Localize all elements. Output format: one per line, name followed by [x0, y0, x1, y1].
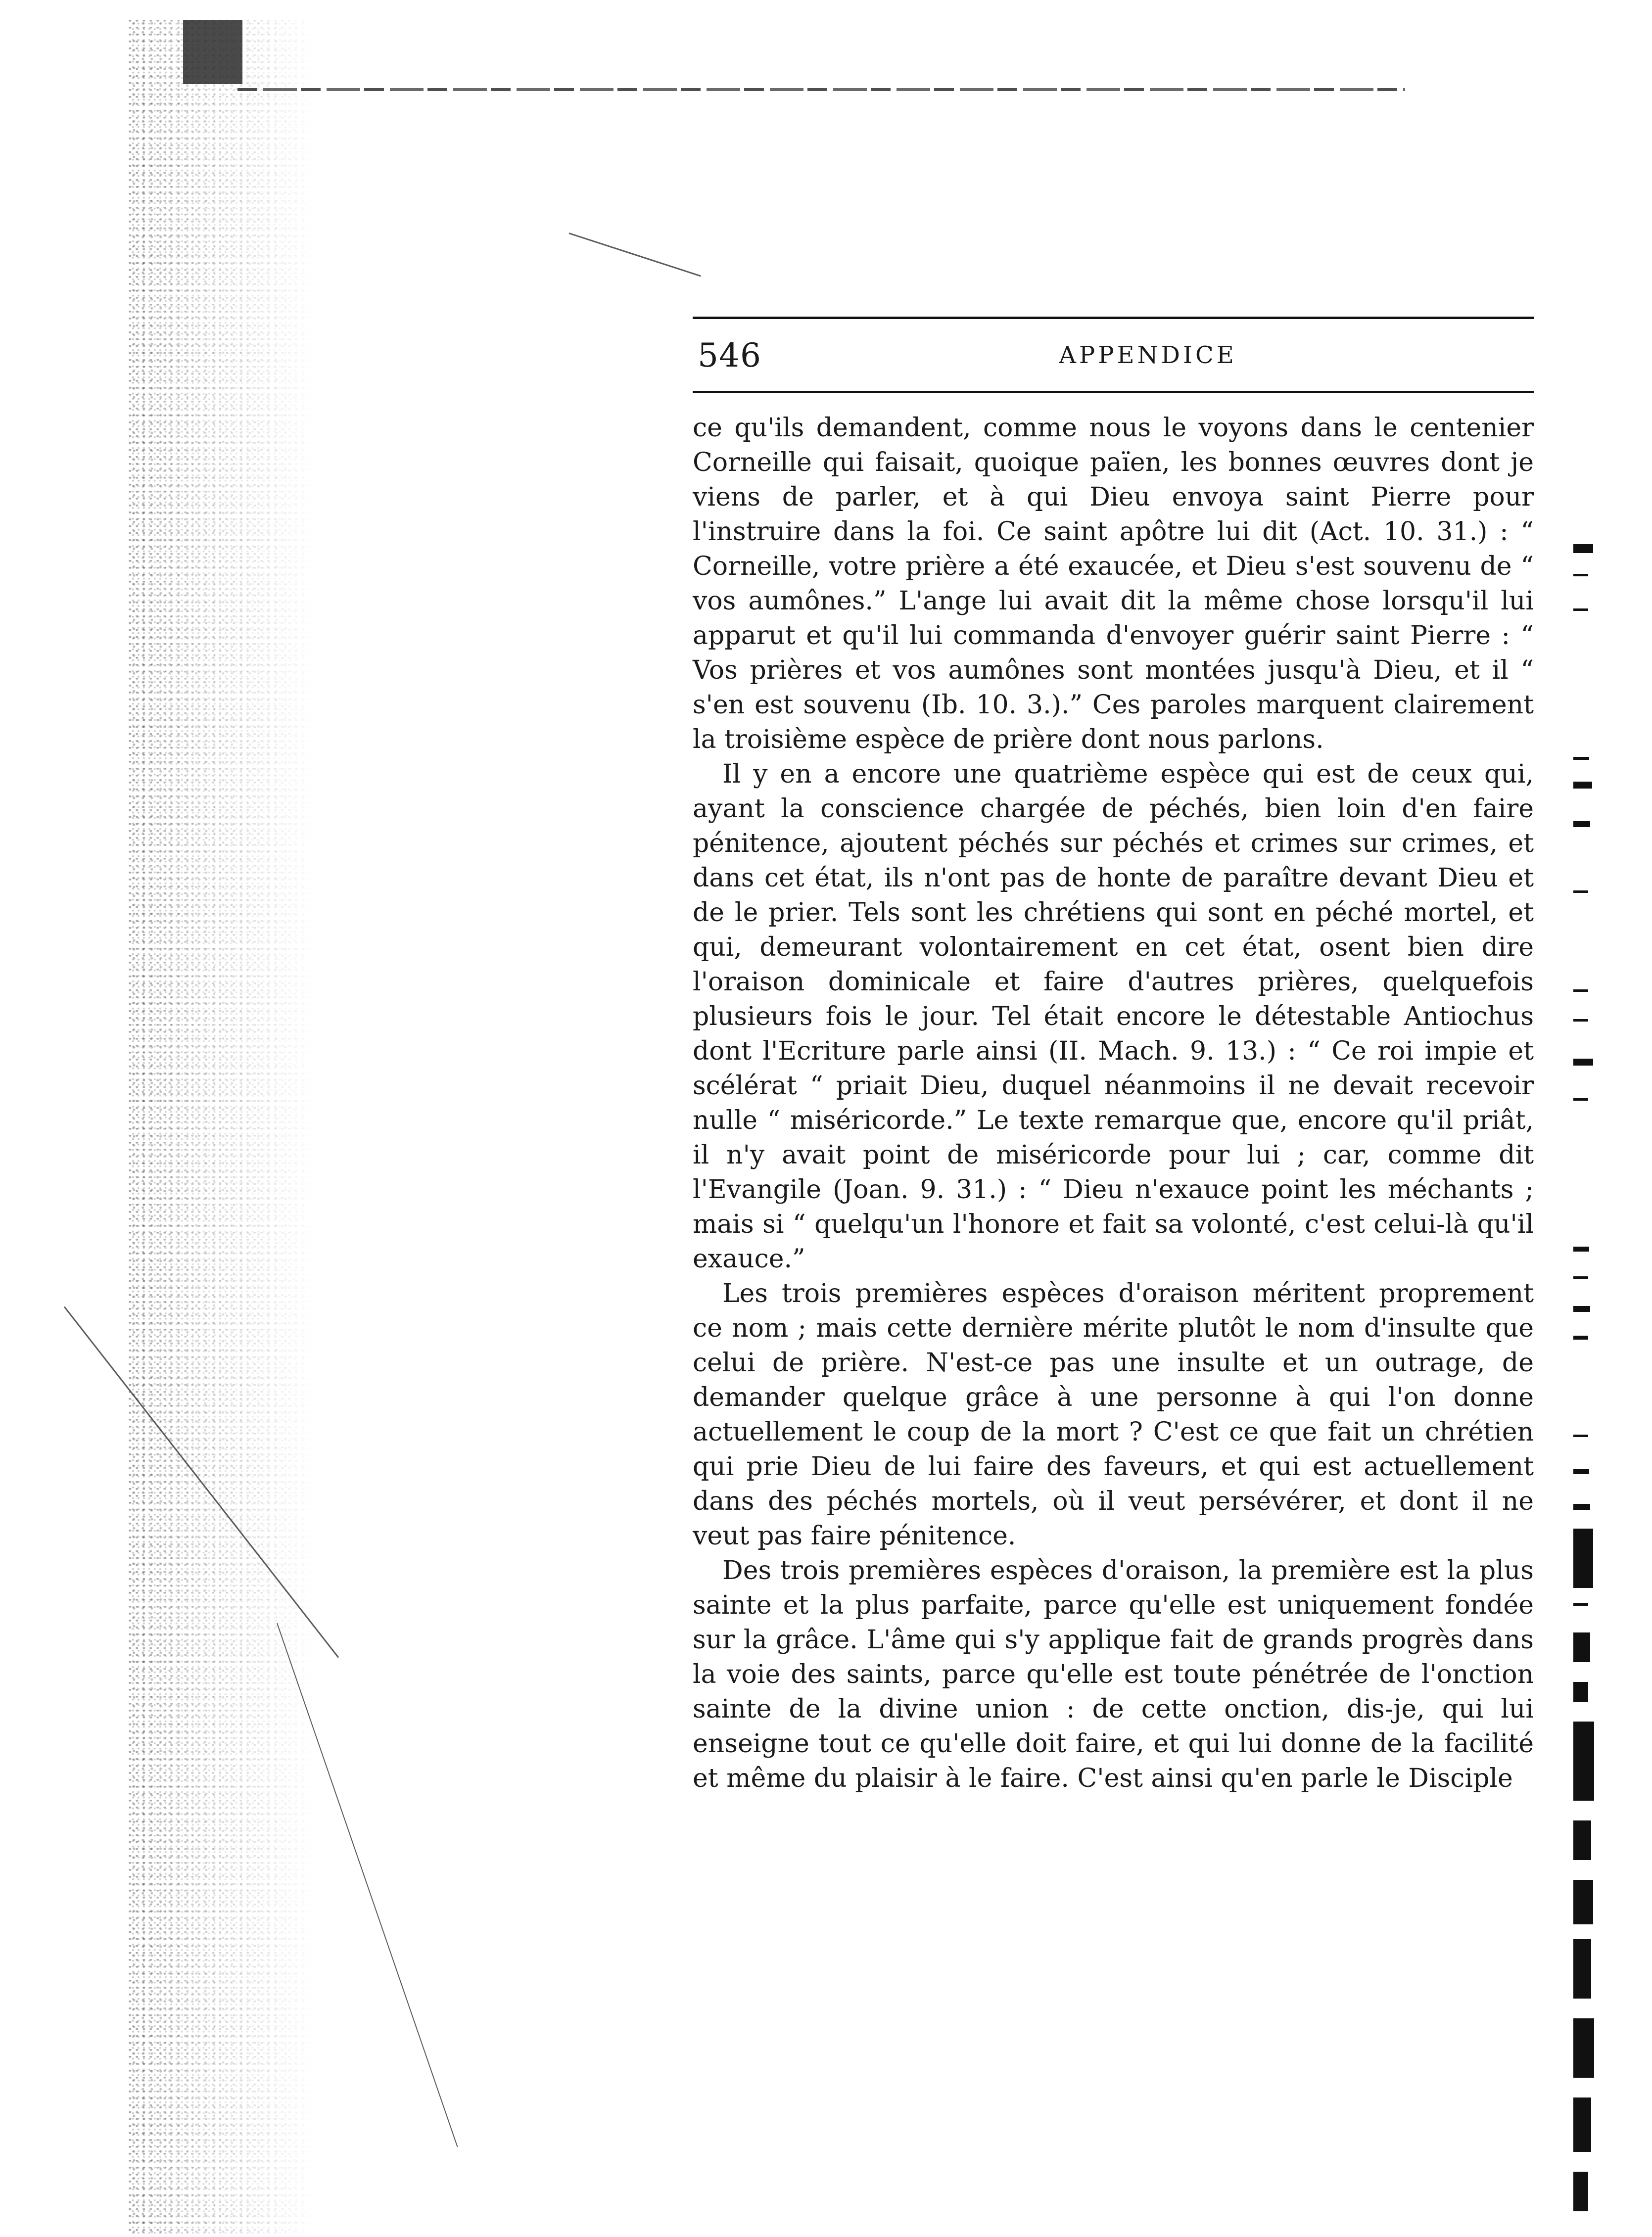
paragraph: Il y en a encore une quatrième espèce qui est de ceux qui, ayant la conscience chargée de péchés, bien loin d'en faire pénitence, ajoutent péchés sur péchés et crimes sur crimes, et dans cet état, ils n'ont pas de honte de paraître devant Dieu et de le prier. Tels sont les chrétiens qui sont en péché mortel, et qui, demeurant volontairement en cet état, osent bien dire l'oraison dominicale et faire d'autres prières, quelquefois plusieurs fois le jour. Tel était encore le détestable Antiochus dont l'Ecriture parle ainsi (II. Mach. 9. 13.) : “ Ce roi impie et scélérat “ priait Dieu, duquel néanmoins il ne devait recevoir nulle “ miséricorde.” Le texte remarque que, encore qu'il priât, il n'y avait point de miséricorde pour lui ; car, comme dit l'Evangile (Joan. 9. 31.) : “ Dieu n'exauce point les méchants ; mais si “ quelqu'un l'honore et fait sa volonté, c'est celui-là qu'il exauce.” — [693, 759, 1534, 1274]
barcode-mark — [1573, 1435, 1588, 1437]
barcode-mark — [1573, 782, 1592, 789]
barcode-mark — [1573, 1603, 1588, 1606]
barcode-mark — [1573, 1306, 1590, 1312]
paragraph: ce qu'ils demandent, comme nous le voyons dans le centenier Corneille qui faisait, quoique païen, les bonnes œuvres dont je viens de parler, et à qui Dieu envoya saint Pierre pour l'instruire dans la foi. Ce saint apôtre lui dit (Act. 10. 31.) : “ Corneille, votre prière a été exaucée, et Dieu s'est souvenu de “ vos aumônes.” L'ange lui avait dit la même chose lorsqu'il lui apparut et qu'il lui commanda d'envoyer guérir saint Pierre : “ Vos prières et vos aumônes sont montées jusqu'à Dieu, et il “ s'en est souvenu (Ib. 10. 3.).” Ces paroles marquent clairement la troisième espèce de prière dont nous parlons. — [693, 413, 1534, 754]
barcode-mark — [1573, 1939, 1591, 1999]
barcode-mark — [1573, 821, 1590, 827]
scan-top-rule — [237, 88, 1405, 91]
barcode-mark — [1573, 1276, 1588, 1279]
barcode-mark — [1573, 1019, 1588, 1022]
barcode-mark — [1573, 2018, 1594, 2078]
scan-shadow-edge — [129, 20, 317, 2236]
paragraph: Les trois premières espèces d'oraison méritent proprement ce nom ; mais cette dernière mérite plutôt le nom d'insulte que celui de prière. N'est-ce pas une insulte et un outrage, de demander quelque grâce à une personne à qui l'on donne actuellement le coup de la mort ? C'est ce que fait un chrétien qui prie Dieu de lui faire des faveurs, et qui est actuellement dans des péchés mortels, où il veut persévérer, et dont il ne veut pas faire pénitence. — [693, 1279, 1534, 1551]
barcode-mark — [1573, 574, 1588, 576]
barcode-mark — [1573, 1682, 1588, 1702]
scan-corner-mark — [183, 20, 242, 84]
page-number: 546 — [698, 336, 761, 374]
barcode-mark — [1573, 544, 1593, 553]
barcode-mark — [1573, 1880, 1593, 1924]
barcode-mark — [1573, 890, 1588, 893]
barcode-mark — [1573, 1504, 1590, 1510]
running-head: APPENDICE — [1059, 341, 1237, 369]
header-rule-top — [693, 317, 1534, 319]
barcode-mark — [1573, 1336, 1588, 1340]
scan-scratch-line — [569, 233, 701, 277]
barcode-mark — [1573, 608, 1588, 611]
barcode-mark — [1573, 1247, 1589, 1252]
barcode-mark — [1573, 1722, 1594, 1801]
barcode-mark — [1573, 1820, 1591, 1860]
barcode-mark — [1573, 1059, 1593, 1066]
body-text — [693, 411, 1534, 1796]
barcode-mark — [1573, 757, 1589, 760]
barcode-mark — [1573, 2097, 1591, 2152]
barcode-mark — [1573, 989, 1588, 992]
header-rule-bottom — [693, 391, 1534, 393]
paragraph: Des trois premières espèces d'oraison, la première est la plus sainte et la plus parfaite, parce qu'elle est uniquement fondée sur la grâce. L'âme qui s'y applique fait de grands progrès dans la voie des saints, parce qu'elle est toute pénétrée de l'onction sainte de la divine union : de cette onction, dis-je, qui lui enseigne tout ce qu'elle doit faire, et qui lui donne de la facilité et même du plaisir à le faire. C'est ainsi qu'en parle le Disciple — [693, 1556, 1534, 1793]
barcode-mark — [1573, 1469, 1589, 1474]
barcode-mark — [1573, 1632, 1590, 1662]
barcode-mark — [1573, 1098, 1588, 1101]
barcode-mark — [1573, 1529, 1593, 1588]
barcode-mark — [1573, 2172, 1588, 2211]
scan-edge-barcode — [1573, 544, 1618, 2226]
